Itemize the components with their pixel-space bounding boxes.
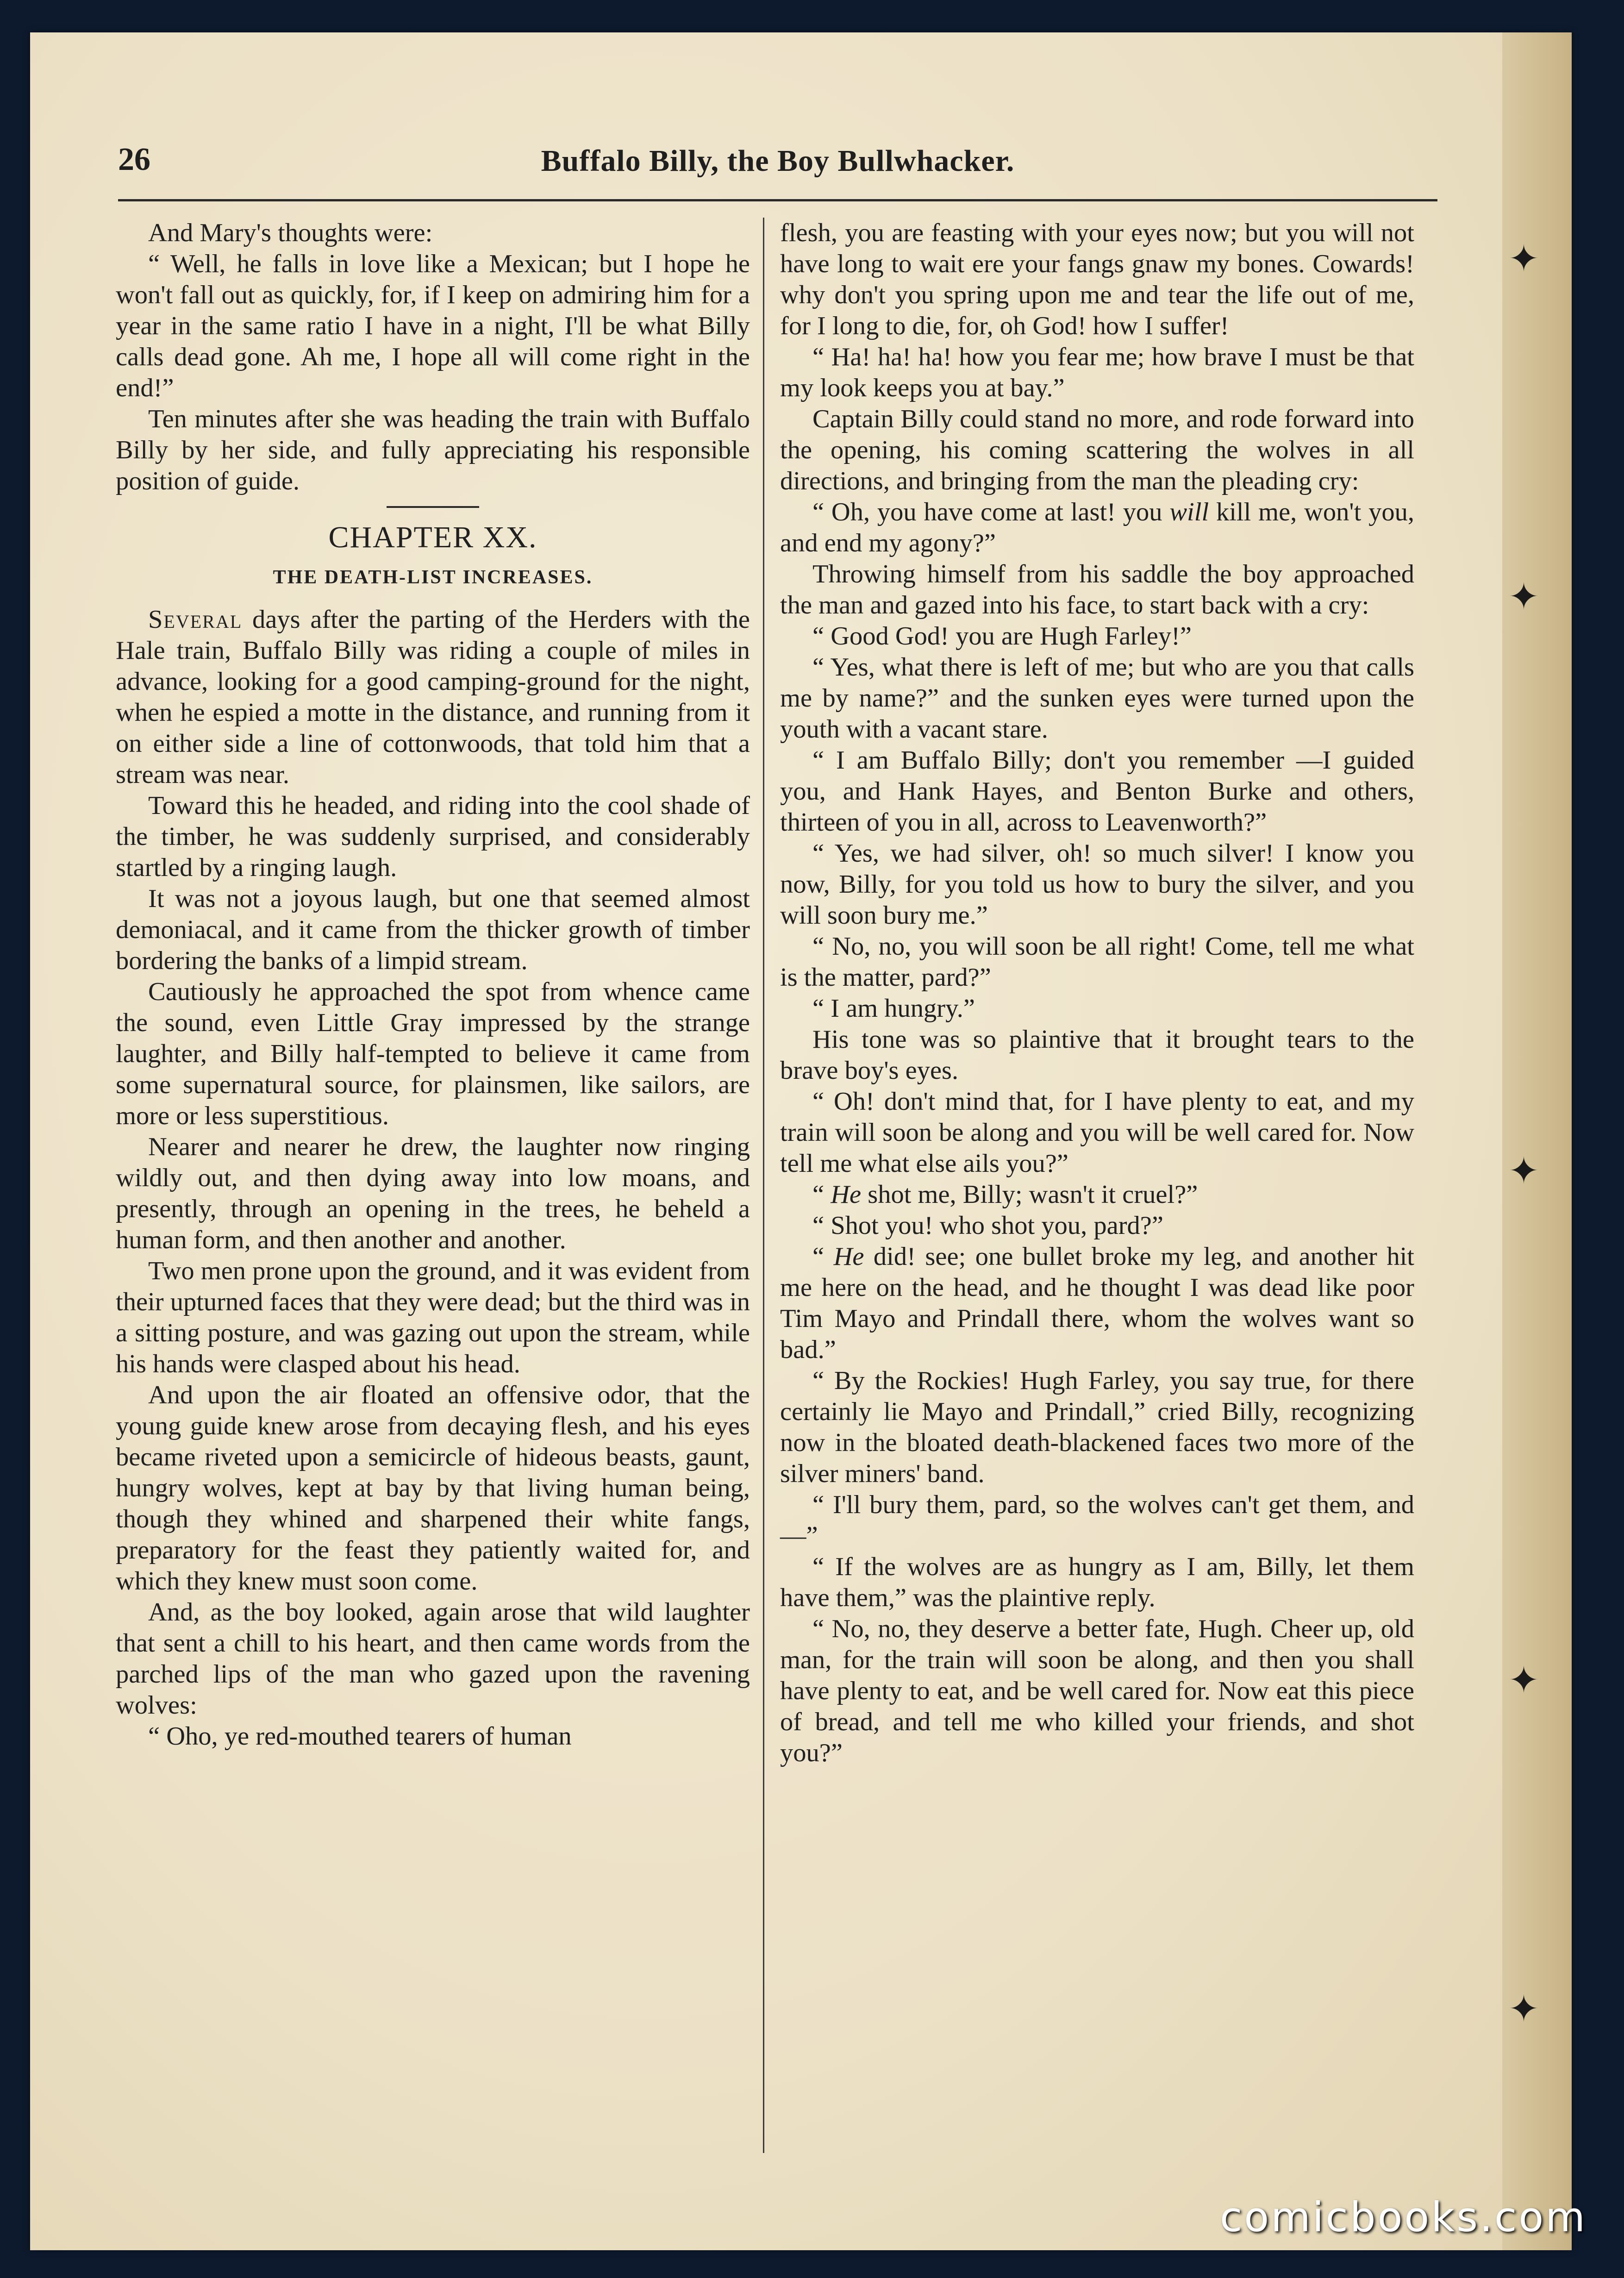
paragraph: Captain Billy could stand no more, and rode forward into the opening, his coming scattering the wolves in all directions, and bringing from the man the pleading cry: bbox=[780, 405, 1414, 495]
emphasis: He bbox=[831, 1180, 862, 1209]
paragraph: And, as the boy looked, again arose that wild laughter that sent a chill to his heart, and then came words from the parched lips of the man who gazed upon the ravening wolves: bbox=[116, 1598, 750, 1720]
paragraph: “ No, no, you will soon be all right! Come, tell me what is the matter, pard?” bbox=[780, 932, 1414, 992]
paragraph-text: “ Oh, you have come at last! you bbox=[812, 498, 1170, 526]
paragraph: His tone was so plaintive that it brought tears to the brave boy's eyes. bbox=[780, 1025, 1414, 1085]
paragraph: Two men prone upon the ground, and it was evident from their upturned faces that they were dead; but the third was in a sitting posture, and was gazing out upon the stream, while his hands were clasped about his head. bbox=[116, 1257, 750, 1378]
paragraph: It was not a joyous laugh, but one that seemed almost demoniacal, and it came from the thicker growth of timber bordering the banks of a limpid stream. bbox=[116, 884, 750, 975]
chapter-title: CHAPTER XX. bbox=[328, 520, 537, 554]
paragraph: “ Oh! don't mind that, for I have plenty to eat, and my train will soon be along and you will be well cared for. Now tell me what else ails you?” bbox=[780, 1087, 1414, 1178]
binding-hole-icon: ✦ bbox=[1508, 239, 1539, 280]
paragraph: “ Well, he falls in love like a Mexican; but I hope he won't fall out as quickly, for, if I keep on admiring him for a year in the same ratio I have in a night, I'll be what Billy calls dead gone. Ah me, I hope all will come right in the end!” bbox=[116, 250, 750, 402]
paragraph: “ No, no, they deserve a better fate, Hugh. Cheer up, old man, for the train will soon be along, and then you shall have plenty to eat, and be well cared for. Now eat this piece of bread, and tell me who killed your friends, and shot you?” bbox=[780, 1615, 1414, 1767]
paragraph bbox=[780, 497, 1414, 559]
paragraph: “ Yes, what there is left of me; but who are you that calls me by name?” and the sunken eyes were turned upon the youth with a vacant stare. bbox=[780, 653, 1414, 744]
paragraph bbox=[780, 1179, 1414, 1210]
page-gutter bbox=[1502, 32, 1572, 2250]
paragraph-text: “ bbox=[812, 1180, 831, 1209]
paragraph: “ I am hungry.” bbox=[812, 994, 975, 1023]
paragraph-text: “ bbox=[812, 1242, 834, 1271]
paragraph-text: did! see; one bullet broke my leg, and another hit me here on the head, and he thought I was dead like poor Tim Mayo and Prindall there, whom the wolves want so bad.” bbox=[780, 1242, 1414, 1364]
paragraph: “ Shot you! who shot you, pard?” bbox=[812, 1211, 1163, 1240]
paragraph: “ Oho, ye red-mouthed tearers of human bbox=[148, 1722, 572, 1751]
paragraph-text: kill me, won't you, and end my agony?” bbox=[780, 498, 1414, 557]
binding-hole-icon: ✦ bbox=[1508, 1989, 1539, 2030]
binding-hole-icon: ✦ bbox=[1508, 1151, 1539, 1192]
watermark: comicbooks.com bbox=[1219, 2193, 1587, 2241]
paragraph: flesh, you are feasting with your eyes now; but you will not have long to wait ere your fangs gnaw my bones. Cowards! why don't you spring upon me and tear the life out of me, for I long to die, for, oh God! how I suffer! bbox=[780, 219, 1414, 340]
emphasis: will bbox=[1169, 498, 1209, 526]
binding-hole-icon: ✦ bbox=[1508, 1660, 1539, 1701]
binding-hole-icon: ✦ bbox=[1508, 577, 1539, 618]
paragraph: “ By the Rockies! Hugh Farley, you say true, for there certainly lie Mayo and Prindall,” cried Billy, recognizing now in the bloated death-blackened faces two more of the silver miners' band. bbox=[780, 1366, 1414, 1488]
paragraph: Toward this he headed, and riding into the cool shade of the timber, he was suddenly surprised, and considerably startled by a ringing laugh. bbox=[116, 791, 750, 882]
paragraph: And upon the air floated an offensive odor, that the young guide knew arose from decaying flesh, and his eyes became riveted upon a semicircle of hideous beasts, gaunt, hungry wolves, kept at bay by that living human being, though they whined and sharpened their white fangs, preparatory for the feast they patiently waited for, and which they knew must soon come. bbox=[116, 1381, 750, 1596]
paragraph bbox=[116, 604, 750, 790]
right-column bbox=[780, 218, 1414, 1769]
paragraph: And Mary's thoughts were: bbox=[148, 219, 433, 247]
running-head bbox=[118, 134, 1437, 201]
chapter-subtitle: THE DEATH-LIST INCREASES. bbox=[273, 567, 593, 588]
paragraph-text: days after the parting of the Herders with the Hale train, Buffalo Billy was riding a couple of miles in advance, looking for a good camping-ground for the night, when he espied a motte in the distance, and running from it on either side a line of cottonwoods, that told him that a stream was near. bbox=[116, 605, 750, 789]
paragraph: Throwing himself from his saddle the boy approached the man and gazed into his face, to start back with a cry: bbox=[780, 560, 1414, 620]
paragraph: Nearer and nearer he drew, the laughter now ringing wildly out, and then dying away into low moans, and presently, through an opening in the trees, he beheld a human form, and then another and another. bbox=[116, 1133, 750, 1254]
page-number: 26 bbox=[118, 142, 150, 177]
paragraph: Cautiously he approached the spot from whence came the sound, even Little Gray impressed by the strange laughter, and Billy half-tempted to believe it came from some supernatural source, for plainsmen, like sailors, are more or less superstitious. bbox=[116, 977, 750, 1130]
section-divider bbox=[387, 506, 479, 508]
emphasis: He bbox=[833, 1242, 864, 1271]
book-title: Buffalo Billy, the Boy Bullwhacker. bbox=[541, 144, 1015, 178]
paragraph-text: shot me, Billy; wasn't it cruel?” bbox=[861, 1180, 1198, 1209]
paragraph: Ten minutes after she was heading the train with Buffalo Billy by her side, and fully appreciating his responsible position of guide. bbox=[116, 405, 750, 495]
paragraph: “ If the wolves are as hungry as I am, Billy, let them have them,” was the plaintive reply. bbox=[780, 1552, 1414, 1612]
drop-lead-word: Several bbox=[148, 605, 243, 634]
left-column bbox=[116, 218, 750, 1752]
paragraph: “ I am Buffalo Billy; don't you remember —I guided you, and Hank Hayes, and Benton Burke and others, thirteen of you in all, across to Leavenworth?” bbox=[780, 746, 1414, 837]
column-rule bbox=[763, 218, 764, 2153]
paragraph: “ Good God! you are Hugh Farley!” bbox=[812, 622, 1192, 651]
paragraph: “ Ha! ha! ha! how you fear me; how brave I must be that my look keeps you at bay.” bbox=[780, 343, 1414, 402]
paragraph bbox=[780, 1241, 1414, 1365]
paragraph: “ I'll bury them, pard, so the wolves can't get them, and—” bbox=[780, 1490, 1414, 1550]
paragraph: “ Yes, we had silver, oh! so much silver! I know you now, Billy, for you told us how to bury the silver, and you will soon bury me.” bbox=[780, 839, 1414, 930]
